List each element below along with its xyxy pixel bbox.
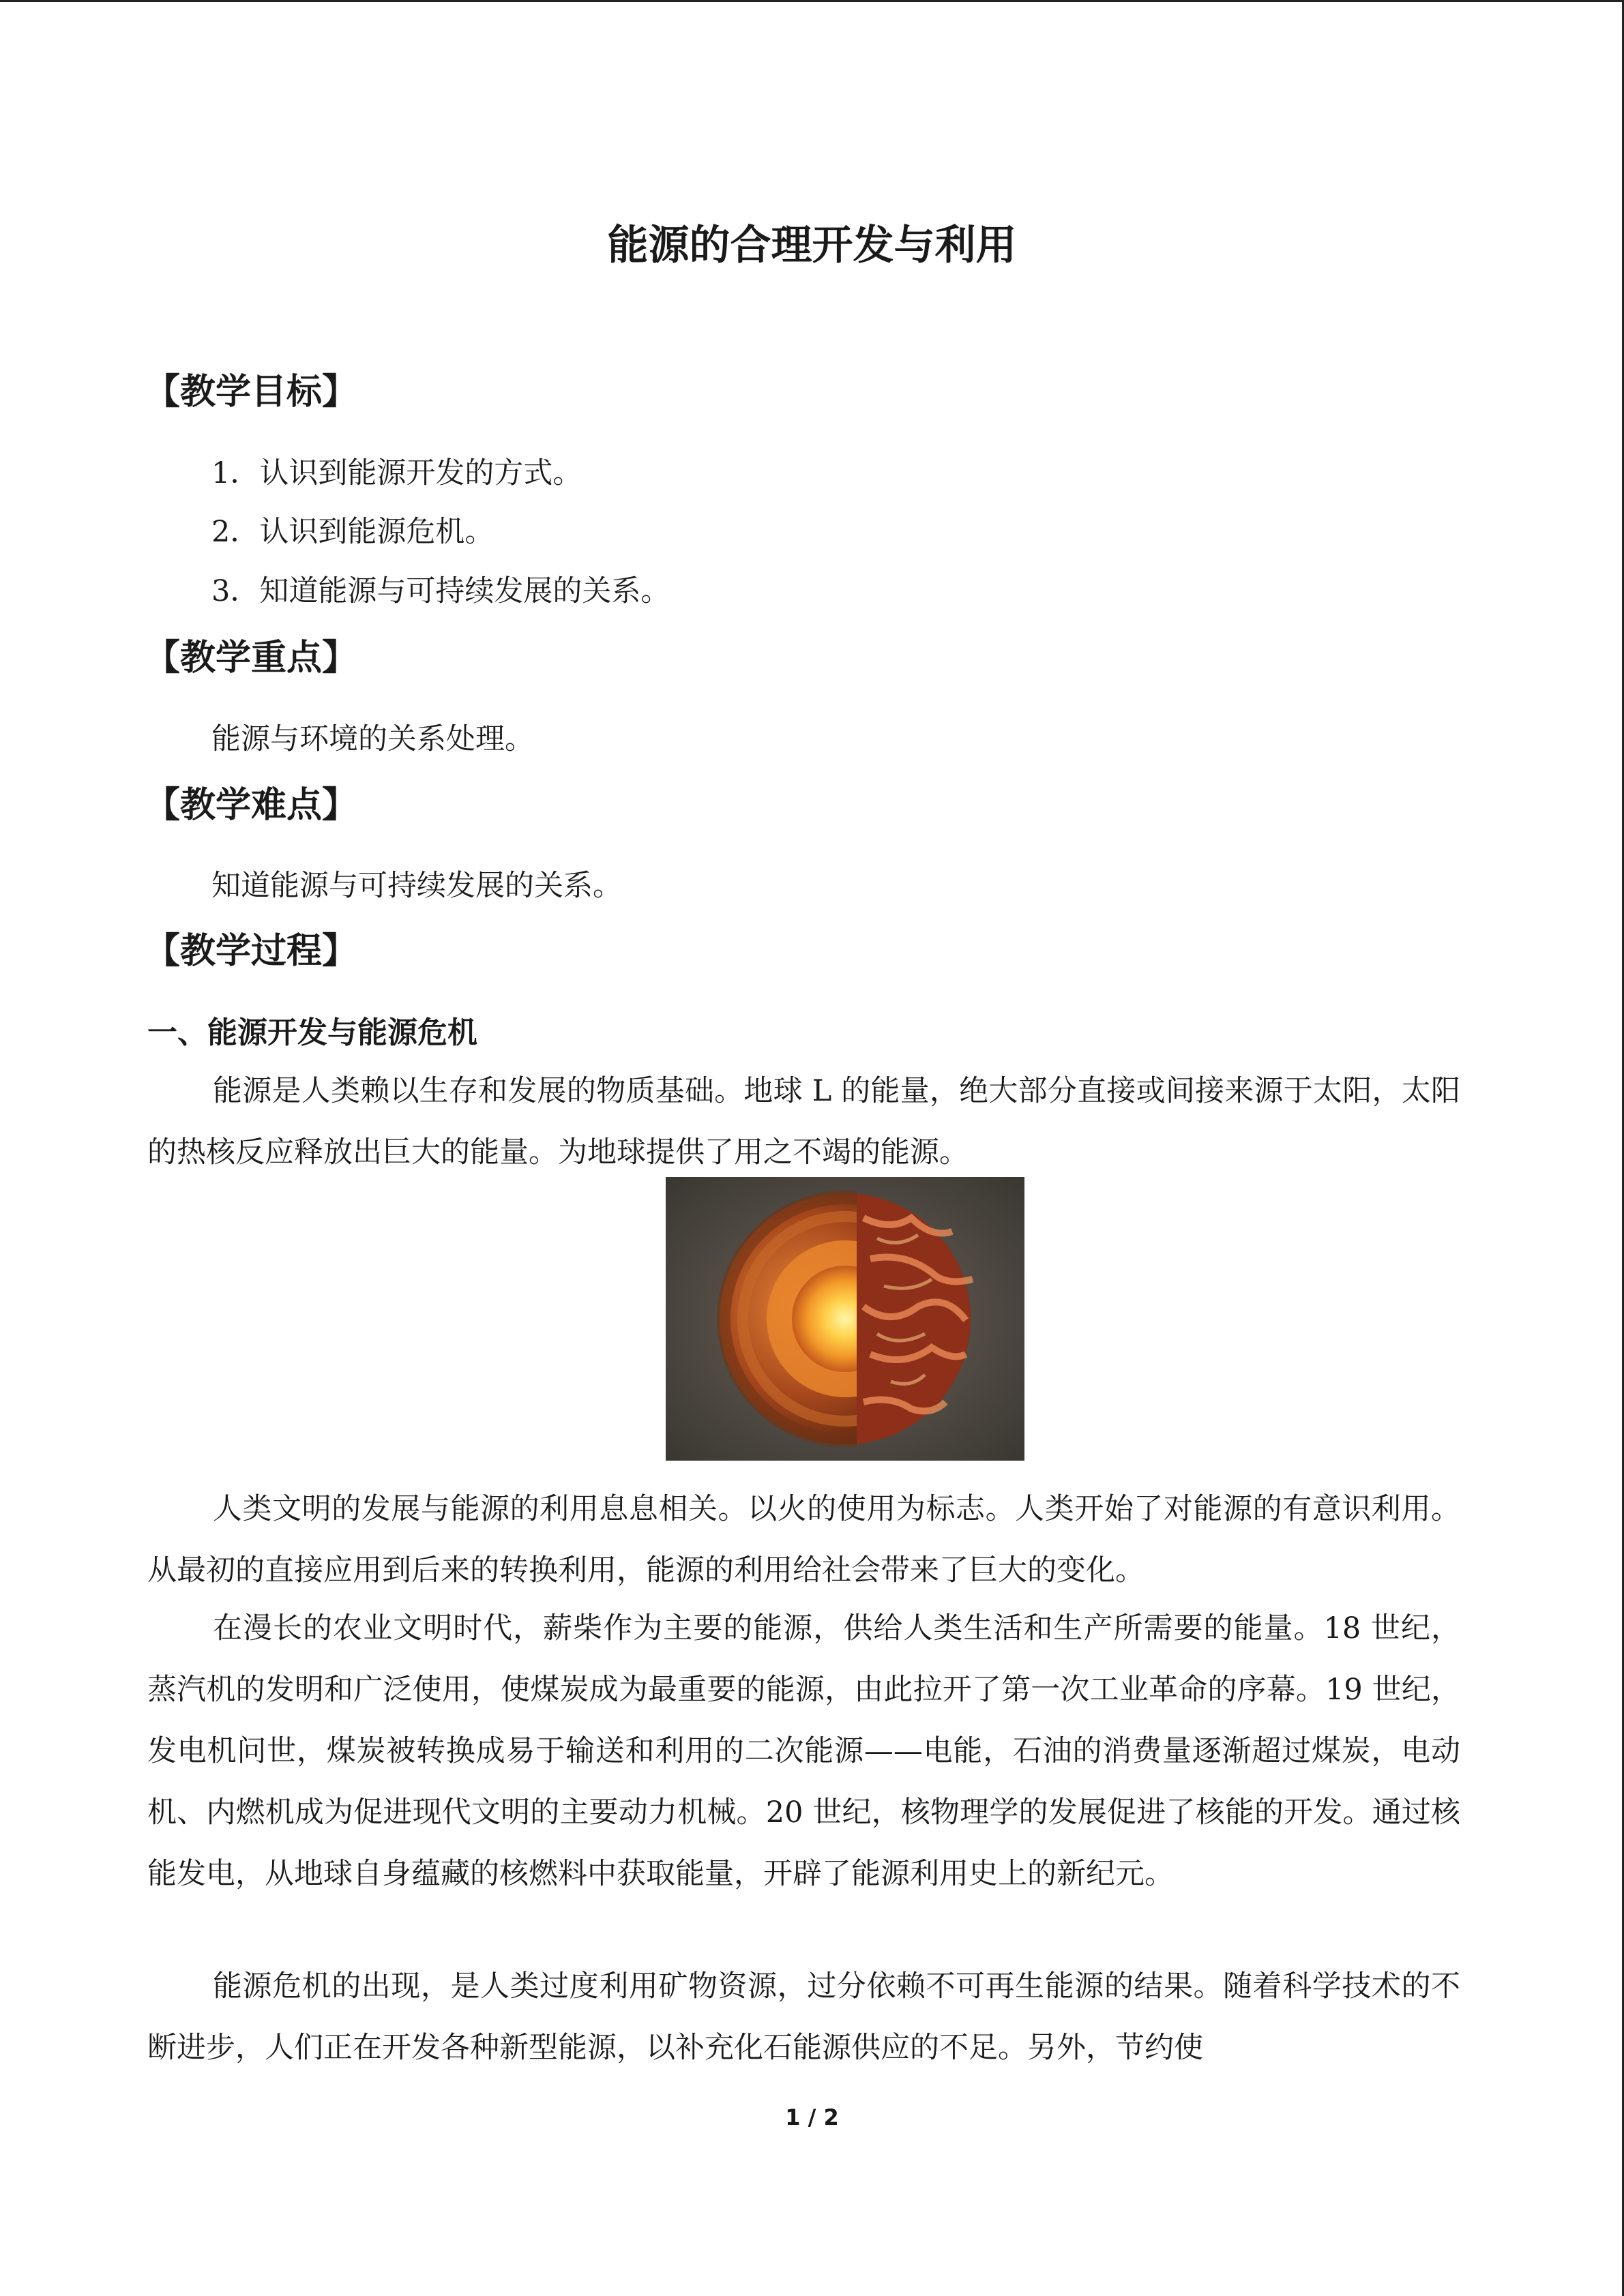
key-points-heading: 【教学重点】 xyxy=(145,638,358,679)
paragraph-3: 在漫长的农业文明时代，薪柴作为主要的能源，供给人类生活和生产所需要的能量。18 世纪，蒸汽机的发明和广泛使用，使煤炭成为最重要的能源，由此拉开了第一次工业革命的序幕。19 世纪，发电机问世，煤炭被转换成易于输送和利用的二次能源——电能，石油的消费量逐渐超过煤炭，电动机、内燃机成为促进现代文明的主要动力机械。20 世纪，核物理学的发展促进了核能的开发。通过核能发电，从地球自身蕴藏的核燃料中获取能量，开辟了能源利用史上的新纪元。 xyxy=(147,1611,1460,1891)
paragraph-4: 能源危机的出现，是人类过度利用矿物资源，过分依赖不可再生能源的结果。随着科学技术的不断进步，人们正在开发各种新型能源，以补充化石能源供应的不足。另外，节约使 xyxy=(147,1969,1460,2065)
paragraph-1: 能源是人类赖以生存和发展的物质基础。地球 L 的能量，绝大部分直接或间接来源于太阳，太阳的热核反应释放出巨大的能量。为地球提供了用之不竭的能源。 xyxy=(147,1074,1460,1169)
process-heading: 【教学过程】 xyxy=(145,931,358,972)
earth-interior-illustration xyxy=(666,1177,1024,1461)
page-border-top xyxy=(0,0,1624,2)
page-number: 1 / 2 xyxy=(785,2104,839,2130)
goals-heading: 【教学目标】 xyxy=(145,372,358,413)
key-points-text: 能源与环境的关系处理。 xyxy=(211,722,534,756)
difficulty-heading: 【教学难点】 xyxy=(145,785,358,826)
goal-item-3: 3．知道能源与可持续发展的关系。 xyxy=(211,574,670,608)
goal-item-2: 2．认识到能源危机。 xyxy=(211,515,494,549)
earth-interior-image xyxy=(666,1177,1024,1461)
difficulty-text: 知道能源与可持续发展的关系。 xyxy=(211,869,622,903)
document-title: 能源的合理开发与利用 xyxy=(607,222,1017,269)
part1-heading: 一、能源开发与能源危机 xyxy=(147,1015,477,1050)
paragraph-2: 人类文明的发展与能源的利用息息相关。以火的使用为标志。人类开始了对能源的有意识利用。从最初的直接应用到后来的转换利用，能源的利用给社会带来了巨大的变化。 xyxy=(147,1492,1460,1587)
goal-item-1: 1．认识到能源开发的方式。 xyxy=(211,456,582,490)
